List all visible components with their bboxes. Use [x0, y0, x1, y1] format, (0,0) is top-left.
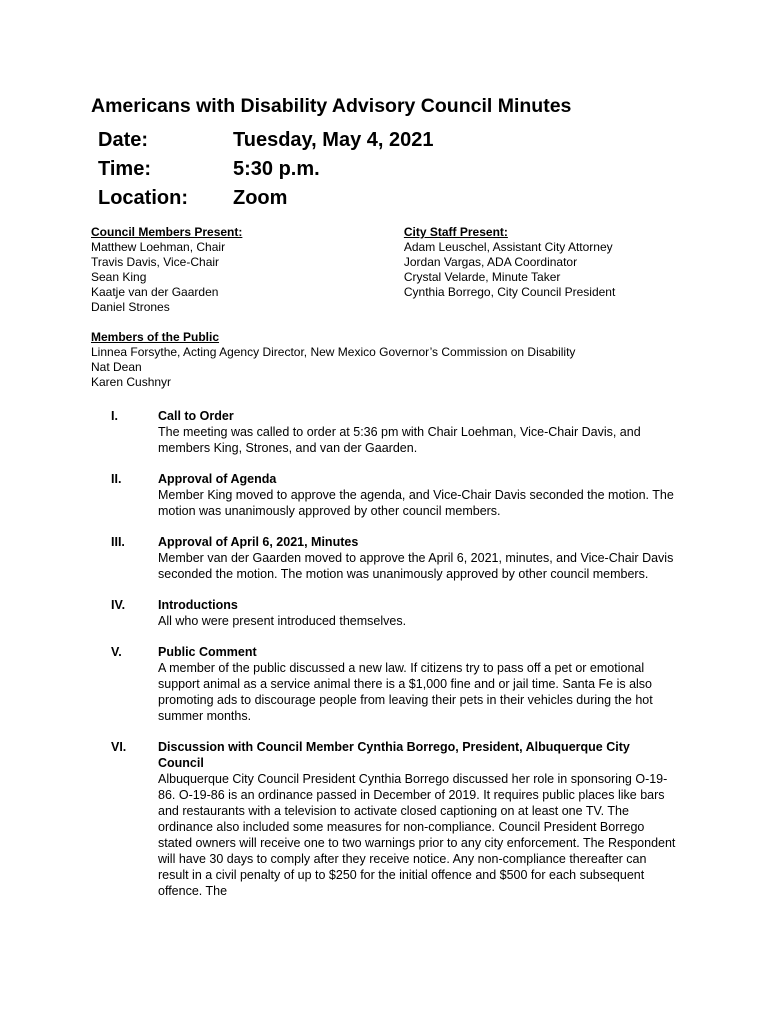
minutes-page — [91, 94, 691, 914]
item-content — [158, 471, 678, 519]
public-member: Nat Dean — [91, 360, 142, 374]
public-member: Linnea Forsythe, Acting Agency Director, New Mexico Governor’s Commission on Disability — [91, 345, 576, 359]
item-number: V. — [111, 645, 122, 659]
agenda-item — [91, 471, 691, 519]
item-title: Discussion with Council Member Cynthia Borrego, President, Albuquerque City Council — [158, 740, 630, 770]
public-heading: Members of the Public — [91, 330, 220, 344]
council-member: Matthew Loehman, Chair — [91, 240, 226, 254]
staff-member: Adam Leuschel, Assistant City Attorney — [403, 240, 613, 254]
council-members — [91, 225, 404, 315]
meta-label: Location: — [98, 187, 188, 209]
meta-location — [98, 184, 691, 213]
agenda-item — [91, 739, 691, 899]
council-heading: Council Members Present: — [91, 225, 243, 239]
item-number: II. — [111, 472, 122, 486]
item-content — [158, 739, 678, 899]
meta-time — [98, 155, 691, 184]
item-title: Approval of Agenda — [158, 472, 277, 486]
city-staff — [404, 225, 691, 315]
staff-member: Cynthia Borrego, City Council President — [403, 285, 616, 299]
item-text: The meeting was called to order at 5:36 pm with Chair Loehman, Vice-Chair Davis, and members King, Strones, and van der Gaarden. — [158, 425, 641, 455]
item-title: Public Comment — [158, 645, 257, 659]
item-content — [158, 597, 678, 629]
meta-value: Tuesday, May 4, 2021 — [233, 129, 434, 151]
staff-heading: City Staff Present: — [403, 225, 508, 239]
agenda-item — [91, 408, 691, 456]
meta-value: 5:30 p.m. — [233, 158, 320, 180]
agenda-item — [91, 644, 691, 724]
item-content — [158, 408, 678, 456]
item-text: All who were present introduced themselves. — [158, 614, 407, 628]
item-content — [158, 644, 678, 724]
members-of-public — [91, 330, 691, 390]
item-title: Call to Order — [158, 409, 234, 423]
item-number: I. — [111, 409, 118, 423]
public-member: Karen Cushnyr — [91, 375, 172, 389]
document-title: Americans with Disability Advisory Council Minutes — [91, 95, 572, 117]
council-member: Kaatje van der Gaarden — [91, 285, 219, 299]
council-member: Sean King — [91, 270, 147, 284]
meta-value: Zoom — [233, 187, 288, 209]
item-number: III. — [111, 535, 125, 549]
staff-member: Jordan Vargas, ADA Coordinator — [403, 255, 578, 269]
council-member: Travis Davis, Vice-Chair — [91, 255, 220, 269]
council-member: Daniel Strones — [91, 300, 170, 314]
item-number: IV. — [111, 598, 126, 612]
item-number: VI. — [111, 740, 127, 754]
meta-date — [98, 126, 691, 155]
agenda-item — [91, 597, 691, 629]
item-text: Member King moved to approve the agenda, and Vice-Chair Davis seconded the motion. The motion was unanimously approved by other council members. — [158, 488, 674, 518]
item-title: Approval of April 6, 2021, Minutes — [158, 535, 359, 549]
item-content — [158, 534, 678, 582]
agenda-items — [91, 408, 691, 899]
staff-member: Crystal Velarde, Minute Taker — [403, 270, 561, 284]
agenda-item — [91, 534, 691, 582]
item-text: Albuquerque City Council President Cynthia Borrego discussed her role in sponsoring O-19-86. O-19-86 is an ordinance passed in December of 2019. It requires public places like bars and restaurants with a television to activate closed captioning on at least one TV. The ordinance also included some measures for non-compliance. Council President Borrego stated owners will receive one to two warnings prior to any city enforcement. The Respondent will have 30 days to comply after they receive notice. Any non-compliance thereafter can result in a civil penalty of up to $250 for the initial offence and $500 for each subsequent offence. The — [158, 772, 676, 898]
attendance — [91, 225, 691, 315]
item-text: A member of the public discussed a new law. If citizens try to pass off a pet or emotional support animal as a service animal there is a $1,000 fine and or jail time. Santa Fe is also promoting ads to discourage people from leaving their pets in their vehicles during the hot summer months. — [158, 661, 653, 723]
item-text: Member van der Gaarden moved to approve the April 6, 2021, minutes, and Vice-Chair Davis seconded the motion. The motion was unanimously approved by other council members. — [158, 551, 674, 581]
meta-label: Date: — [98, 129, 149, 151]
meeting-meta — [98, 126, 691, 213]
item-title: Introductions — [158, 598, 238, 612]
meta-label: Time: — [98, 158, 151, 180]
